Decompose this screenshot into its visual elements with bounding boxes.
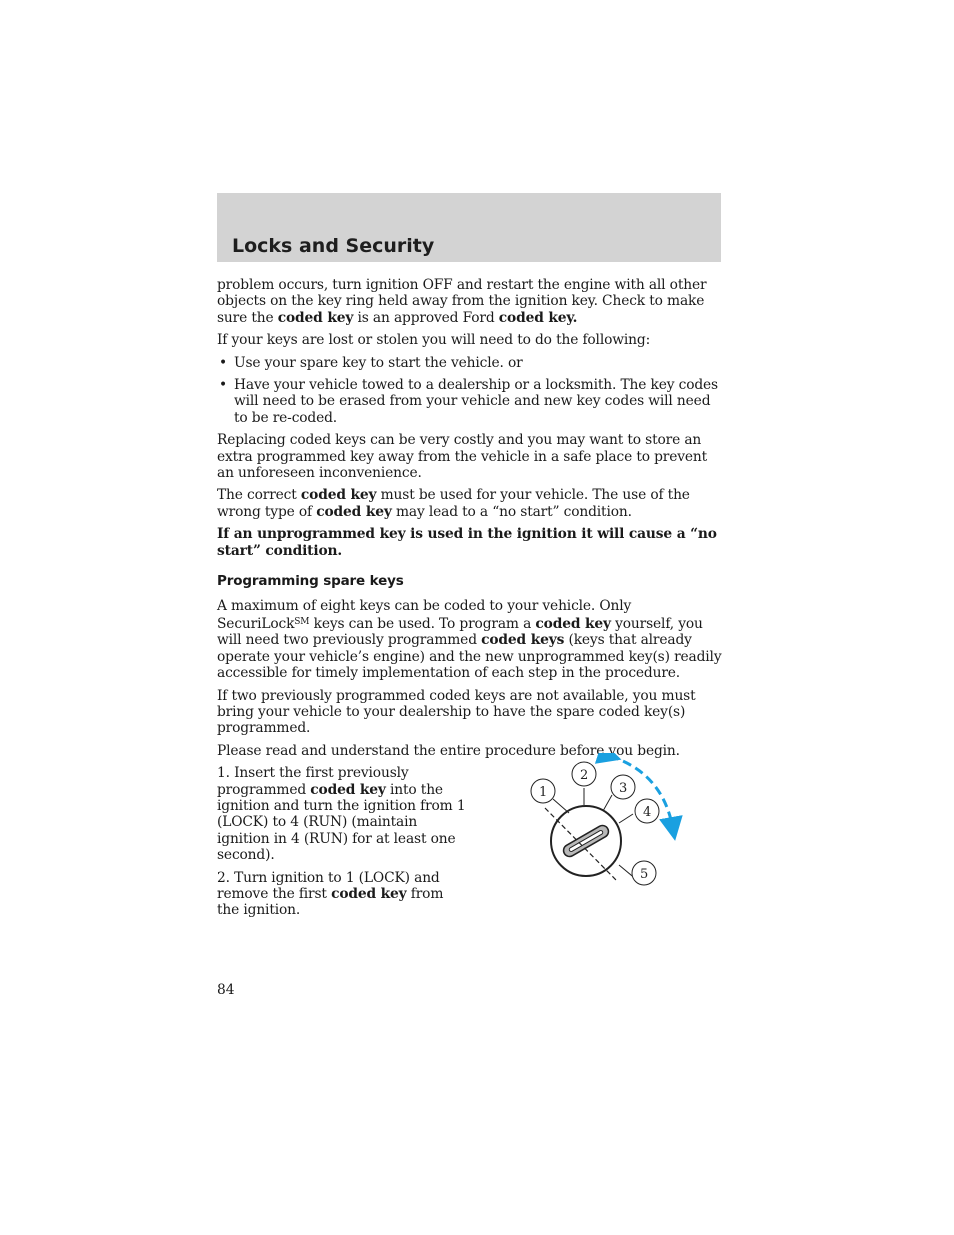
text-run: may lead to a “no start” condition. [391,503,632,520]
text-run: (keys that already operate your vehicle’s engine) and the new unprogrammed key(s) readily accessible for timely implementation of each step in the procedure. [217,632,722,682]
bold-term: coded key [331,886,407,902]
procedure-steps [217,765,723,919]
step-2 [217,870,467,919]
leader-line [603,795,612,811]
service-mark: SM [294,616,310,627]
text-run: 2. Turn ignition to 1 (LOCK) and remove the first [217,869,440,902]
leader-line [619,814,633,823]
ignition-diagram [517,753,697,903]
bold-term: coded key [277,309,354,326]
text-run: from the ignition. [217,886,444,919]
text-run: yourself, you will need two previously programmed [217,615,703,649]
text-run: problem occurs, turn ignition OFF and restart the engine with all other objects on the key ring held away from the ignition key. Check to make sure the [217,277,707,326]
bold-term: coded key [535,615,611,632]
page-title: Locks and Security [232,235,435,257]
paragraph-replacing: Replacing coded keys can be very costly and you may want to store an extra programmed key away from the vehicle in a safe place to prevent an unforeseen inconvenience. [217,432,708,482]
paragraph-continuation [217,277,723,326]
text-run: The correct [217,487,301,504]
warning-text [217,526,723,559]
section-heading: Programming spare keys [217,573,404,590]
paragraph-not-available: If two previously programmed coded keys are not available, you must bring your vehicle to your dealership to have the spare coded key(s) programmed. [217,687,696,737]
text-run: A maximum of eight keys can be coded to your vehicle. Only SecuriLock [217,597,632,632]
position-label: 3 [618,781,628,797]
paragraph-correct-key [217,487,723,520]
paragraph-read-procedure: Please read and understand the entire procedure before you begin. [217,742,680,759]
position-label: 1 [538,785,548,801]
header-band [217,193,721,262]
bullet-list [217,355,723,427]
list-item: • Use your spare key to start the vehicle. or [217,355,723,371]
position-label: 2 [579,768,589,784]
text-run: 1. Insert the first previously programmed [217,765,409,798]
text-run: must be used for your vehicle. The use of the wrong type of [217,487,690,520]
main-content [217,277,723,925]
step-1 [217,765,467,863]
text-run: into the ignition and turn the ignition from 1 (LOCK) to 4 (RUN) (maintain ignition in 4 (RUN) for at least one second). [217,781,466,864]
position-label: 4 [642,805,652,821]
bold-term: coded key [316,503,392,520]
paragraph-maximum-keys [217,598,723,682]
warning-bold: If an unprogrammed key is used in the ignition it will cause a “no start” condition. [217,526,717,559]
bold-term: coded key. [498,309,578,326]
text-run: keys can be used. To program a [309,615,536,632]
text-run: is an approved Ford [353,309,499,326]
bold-term: coded key [300,487,377,504]
leader-line [553,799,569,813]
page-number: 84 [217,982,235,998]
list-item: • Have your vehicle towed to a dealership or a locksmith. The key codes will need to be erased from your vehicle and new key codes will need to be re-coded. [217,377,723,426]
bold-term: coded key [310,781,386,798]
bold-term: coded keys [481,632,565,649]
paragraph-lost-keys: If your keys are lost or stolen you will need to do the following: [217,332,651,349]
position-label: 5 [639,867,649,883]
